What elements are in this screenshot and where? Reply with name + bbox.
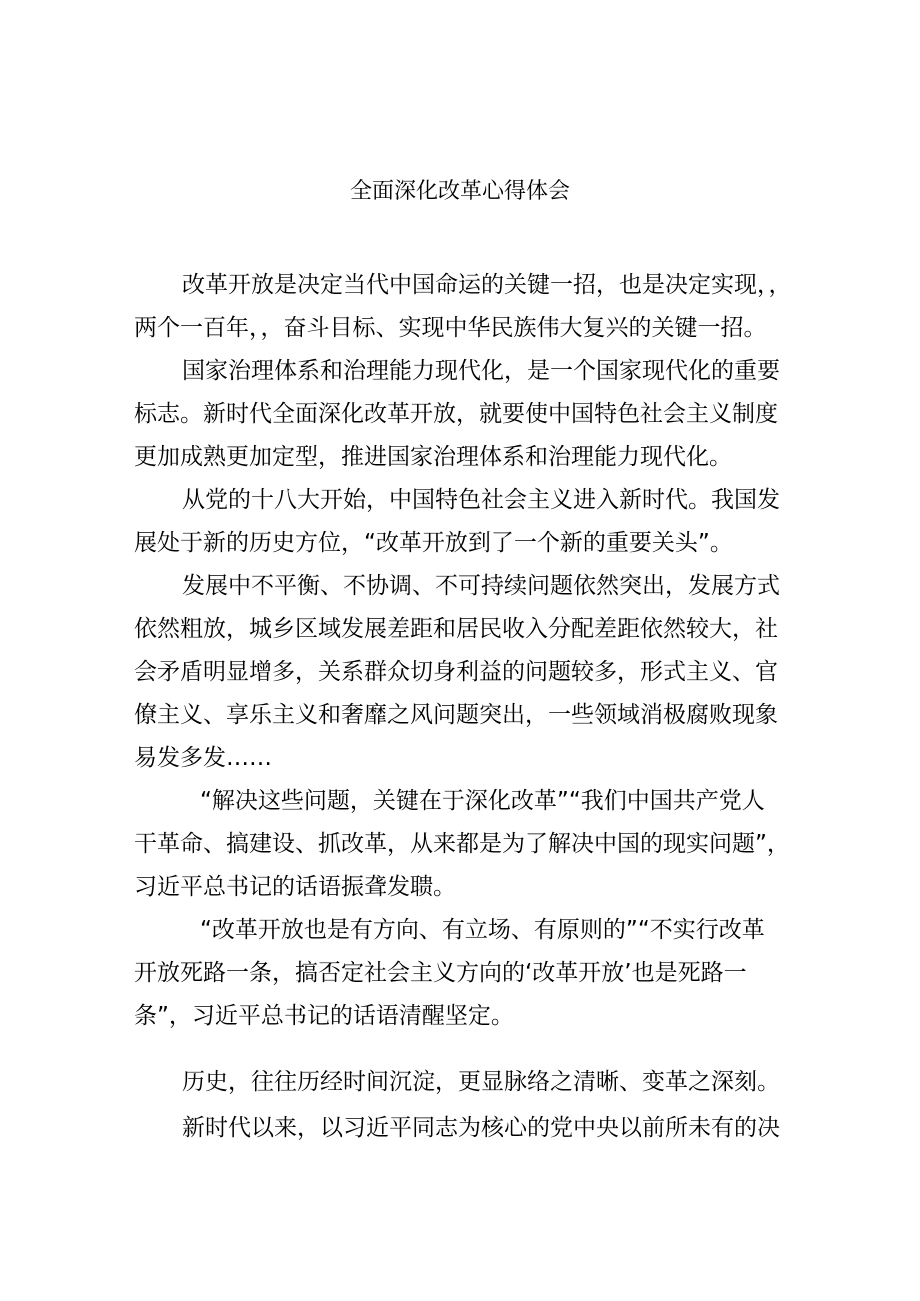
text-line: 两个一百年，，奋斗目标、实现中华民族伟大复兴的关键一招。: [134, 315, 767, 341]
text-line: 标志。新时代全面深化改革开放，就要使中国特色社会主义制度: [134, 401, 778, 427]
text-line: 历史，往往历经时间沉淀，更显脉络之清晰、变革之深刻。: [182, 1069, 780, 1095]
text-line: 新时代以来，以习近平同志为核心的党中央以前所未有的决: [182, 1115, 780, 1141]
document-title: 全面深化改革心得体会: [349, 179, 570, 204]
text-line: 开放死路一条，搞否定社会主义方向的‘改革开放’也是死路一: [134, 960, 747, 986]
text-line: 习近平总书记的话语振聋发聩。: [134, 874, 456, 900]
text-line: 会矛盾明显增多，关系群众切身利益的问题较多，形式主义、官: [134, 659, 778, 685]
text-line: 展处于新的历史方位，“改革开放到了一个新的重要关头”。: [134, 530, 733, 556]
text-line: “改革开放也是有方向、有立场、有原则的”“不实行改革: [200, 917, 765, 943]
text-line: 改革开放是决定当代中国命运的关键一招，也是决定实现，，: [182, 272, 792, 298]
text-line: 依然粗放，城乡区域发展差距和居民收入分配差距依然较大，社: [134, 616, 778, 642]
text-line: 干革命、搞建设、抓改革，从来都是为了解决中国的现实问题”，: [134, 831, 790, 857]
text-line: 易发多发……: [134, 745, 272, 771]
text-line: 发展中不平衡、不协调、不可持续问题依然突出，发展方式: [182, 573, 780, 599]
text-line: 更加成熟更加定型，推进国家治理体系和治理能力现代化。: [134, 444, 732, 470]
text-line: “解决这些问题，关键在于深化改革”“我们中国共产党人: [200, 788, 765, 814]
text-line: 从党的十八大开始，中国特色社会主义进入新时代。我国发: [182, 487, 780, 513]
text-line: 僚主义、享乐主义和奢靡之风问题突出，一些领域消极腐败现象: [134, 702, 778, 728]
text-line: 国家治理体系和治理能力现代化，是一个国家现代化的重要: [182, 358, 780, 384]
text-line: 条”，习近平总书记的话语清醒坚定。: [134, 1003, 514, 1029]
